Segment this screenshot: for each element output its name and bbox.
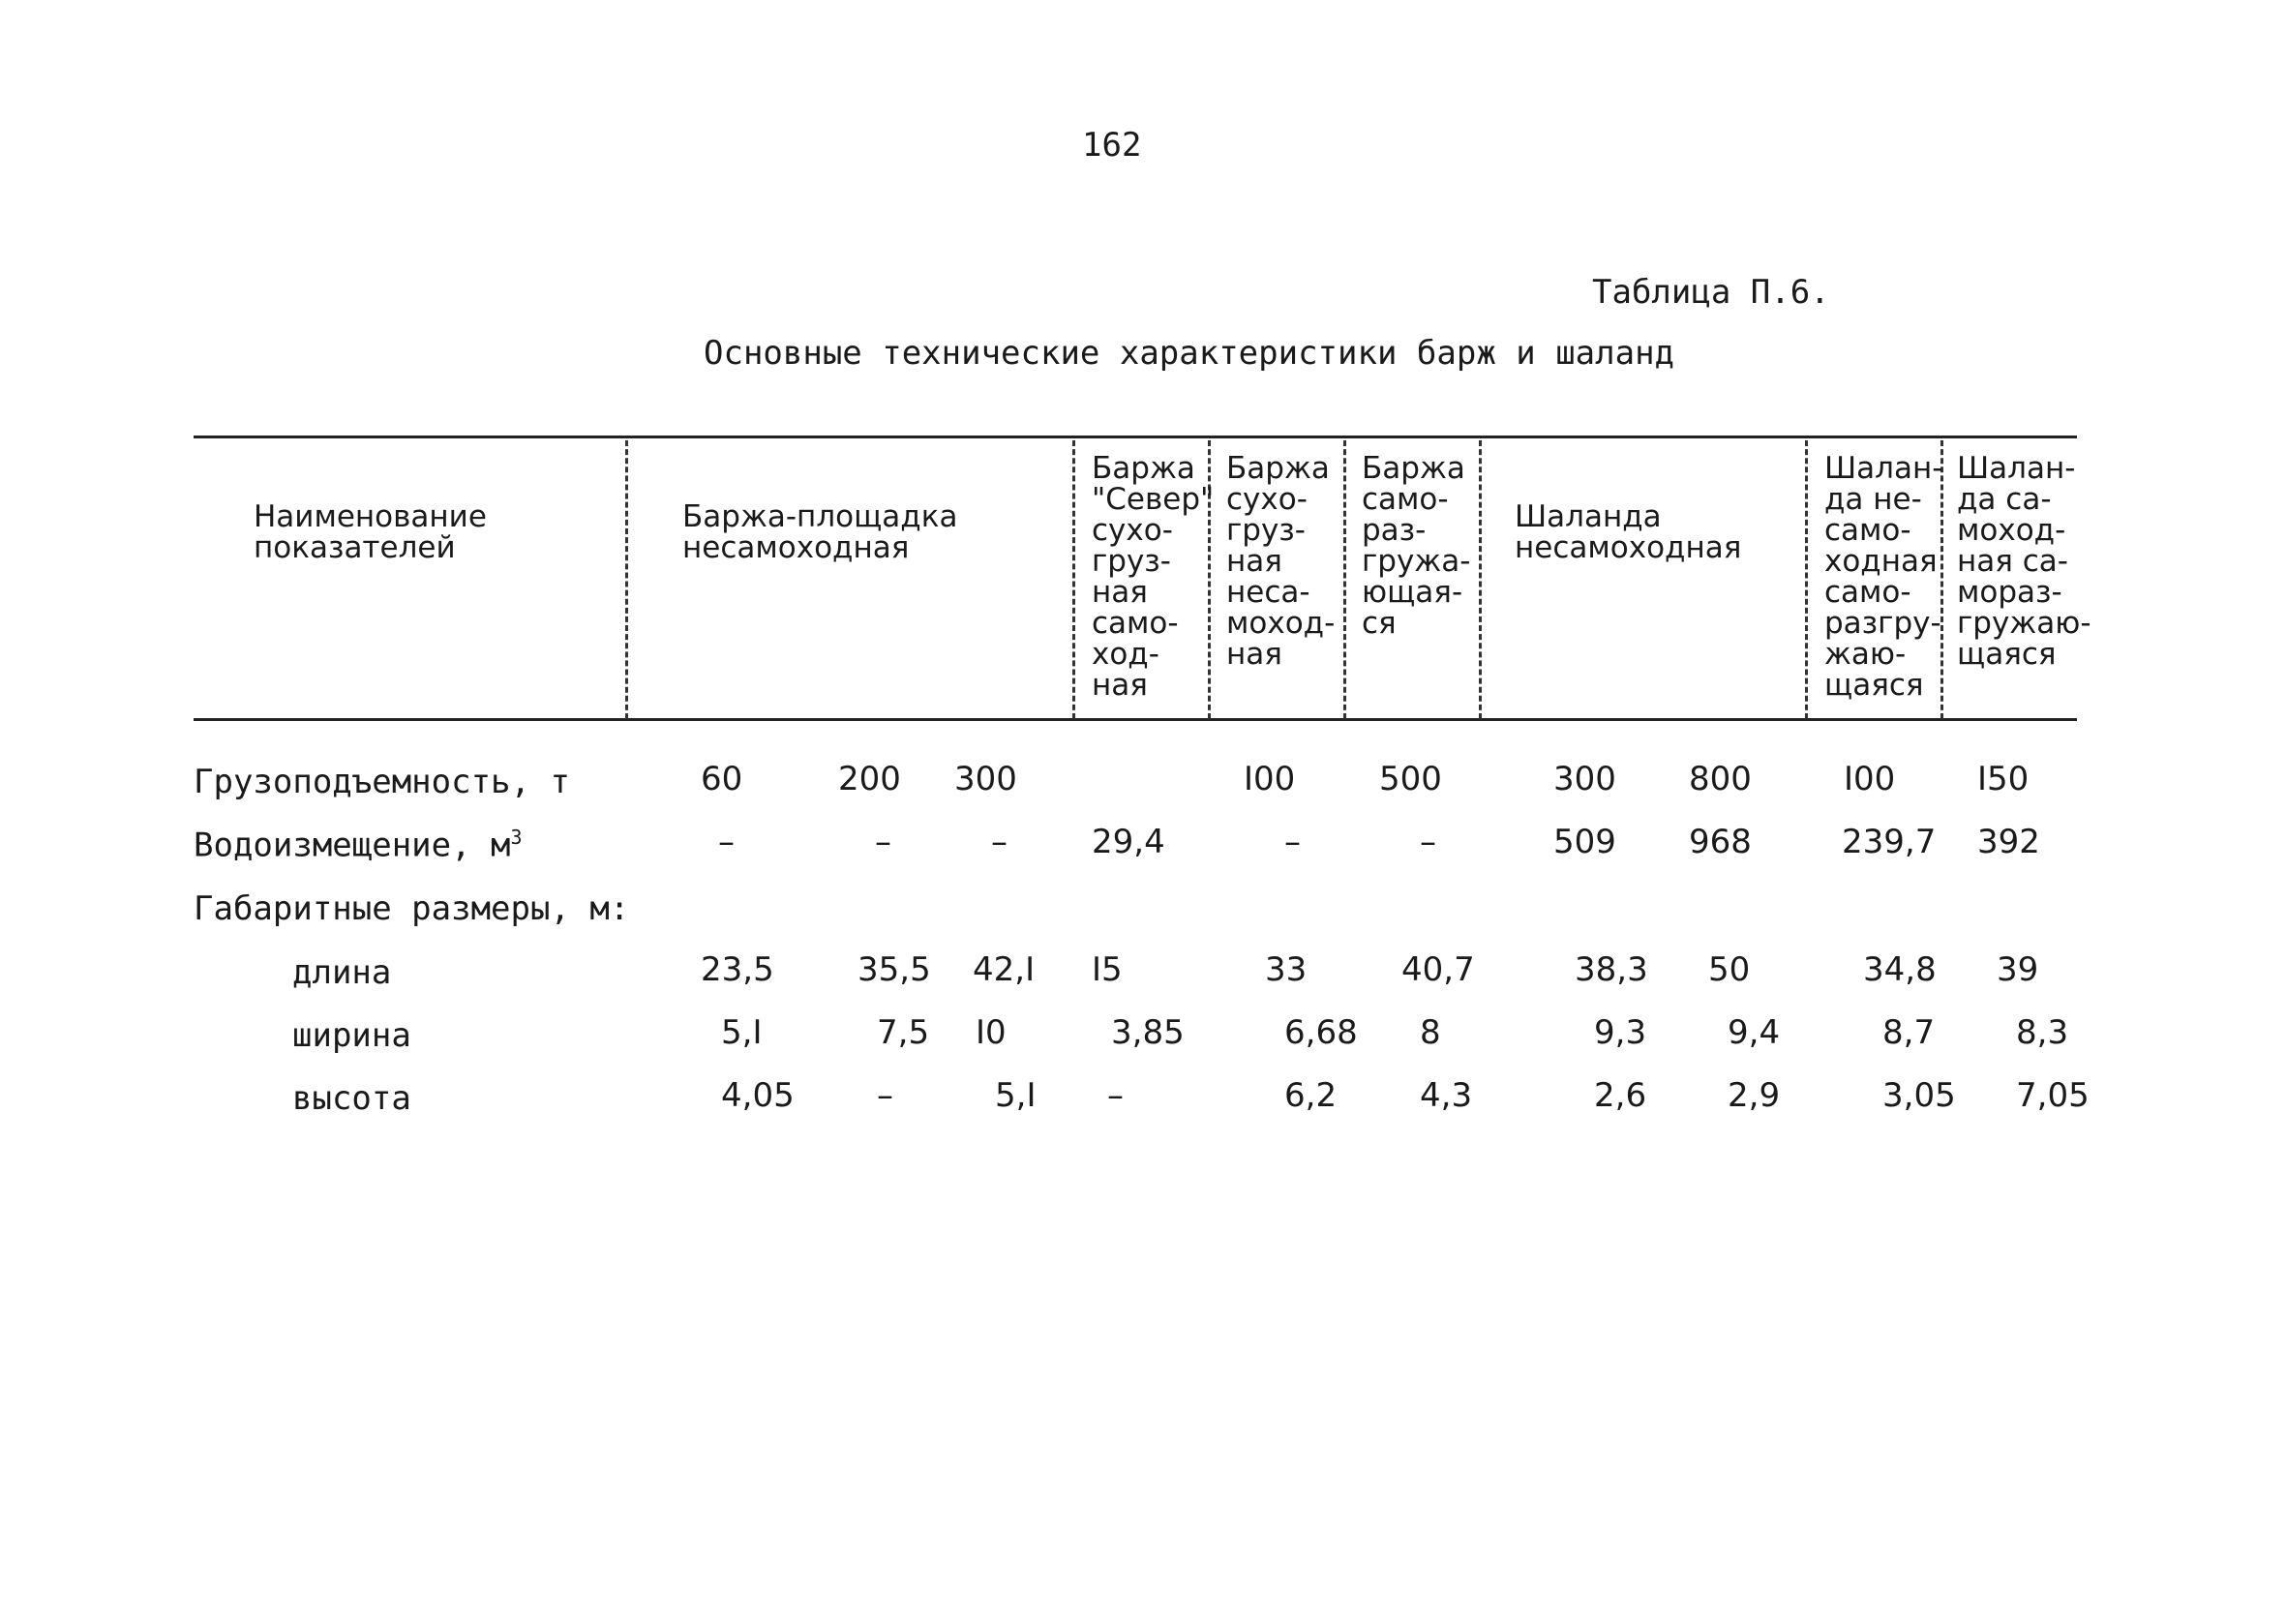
table-cell: 34,8 (1863, 950, 1937, 989)
header-barge-drycargo: Баржа сухо- груз- ная неса- моход- ная (1226, 451, 1336, 672)
table-cell: 33 (1265, 950, 1308, 989)
table-cell: – (991, 823, 1008, 861)
table-cell: 4,3 (1420, 1076, 1473, 1115)
row-label: Водоизмещение, $м^3$ (194, 826, 523, 865)
table-cell: 60 (701, 760, 743, 798)
table-cell: – (1420, 823, 1436, 861)
table-cell: 35,5 (857, 950, 931, 989)
table-cell: 500 (1379, 760, 1442, 798)
table-cell: – (877, 1076, 893, 1115)
table-cell: 39 (1997, 950, 2039, 989)
header-scow-nonpropelled-selfunloading: Шалан- да не- само- ходная само- разгру- жаю- щаяся (1824, 451, 1943, 703)
table-cell: 300 (954, 760, 1017, 798)
table-cell: – (1107, 1076, 1124, 1115)
table-cell: 5,I (995, 1076, 1037, 1115)
table-cell: 300 (1553, 760, 1616, 798)
table-cell: 7,5 (877, 1013, 930, 1052)
header-barge-sever: Баржа "Север" сухо- груз- ная само- ход- ная (1092, 451, 1215, 703)
table-cell: I50 (1977, 760, 2030, 798)
table-cell: 23,5 (701, 950, 774, 989)
table-caption: Основные технические характеристики барж и шаланд (704, 334, 1675, 373)
row-label: Габаритные размеры, м: (194, 889, 630, 928)
table-cell: 3,85 (1111, 1013, 1185, 1052)
table-cell: 8,7 (1882, 1013, 1936, 1052)
table-cell: – (718, 823, 735, 861)
table-cell: 6,68 (1284, 1013, 1358, 1052)
column-separator (1805, 440, 1808, 719)
table-cell: I00 (1844, 760, 1896, 798)
table-cell: I0 (976, 1013, 1007, 1052)
column-separator (625, 440, 628, 719)
table-cell: 2,6 (1594, 1076, 1647, 1115)
table-cell: 392 (1977, 823, 2040, 861)
table-cell: 29,4 (1092, 823, 1165, 861)
header-indicator-name: Наименование показателей (254, 499, 487, 565)
table-cell: 200 (838, 760, 901, 798)
table-cell: 8,3 (2016, 1013, 2069, 1052)
column-separator (1072, 440, 1075, 719)
header-barge-selfunloading: Баржа само- раз- гружа- ющая- ся (1362, 451, 1471, 641)
row-label: ширина (292, 1016, 411, 1055)
column-separator (1343, 440, 1346, 719)
row-label: высота (292, 1079, 411, 1118)
table-cell: 42,I (973, 950, 1036, 989)
table-cell: 6,2 (1284, 1076, 1338, 1115)
column-separator (1479, 440, 1482, 719)
table-cell: 8 (1420, 1013, 1441, 1052)
table-cell: 38,3 (1575, 950, 1648, 989)
table-cell: 50 (1708, 950, 1751, 989)
table-cell: 40,7 (1401, 950, 1475, 989)
table-label: Таблица П.6. (1592, 273, 1830, 312)
table-cell: 968 (1689, 823, 1752, 861)
table-cell: 4,05 (721, 1076, 795, 1115)
header-barge-platform: Баржа-площадка несамоходная (682, 499, 958, 565)
table-cell: 5,I (721, 1013, 763, 1052)
table-cell: 509 (1553, 823, 1616, 861)
header-scow-nonpropelled: Шаланда несамоходная (1515, 499, 1742, 565)
table-cell: 3,05 (1882, 1076, 1956, 1115)
table-cell: 239,7 (1842, 823, 1937, 861)
table-cell: I00 (1244, 760, 1296, 798)
header-scow-selfpropelled-selfunloading: Шалан- да са- моход- ная са- мораз- гружаю- щаяся (1957, 451, 2091, 672)
table-cell: 7,05 (2016, 1076, 2090, 1115)
table-cell: 2,9 (1728, 1076, 1781, 1115)
page-number: 162 (1082, 126, 1142, 165)
row-label: длина (292, 953, 392, 992)
table-top-rule (194, 436, 2077, 438)
row-label: Грузоподъемность, т (194, 763, 570, 801)
table-cell: – (875, 823, 891, 861)
table-cell: 9,4 (1728, 1013, 1781, 1052)
table-cell: 9,3 (1594, 1013, 1647, 1052)
table-cell: I5 (1092, 950, 1123, 989)
table-cell: 800 (1689, 760, 1752, 798)
table-cell: – (1284, 823, 1301, 861)
table-header-rule (194, 718, 2077, 721)
